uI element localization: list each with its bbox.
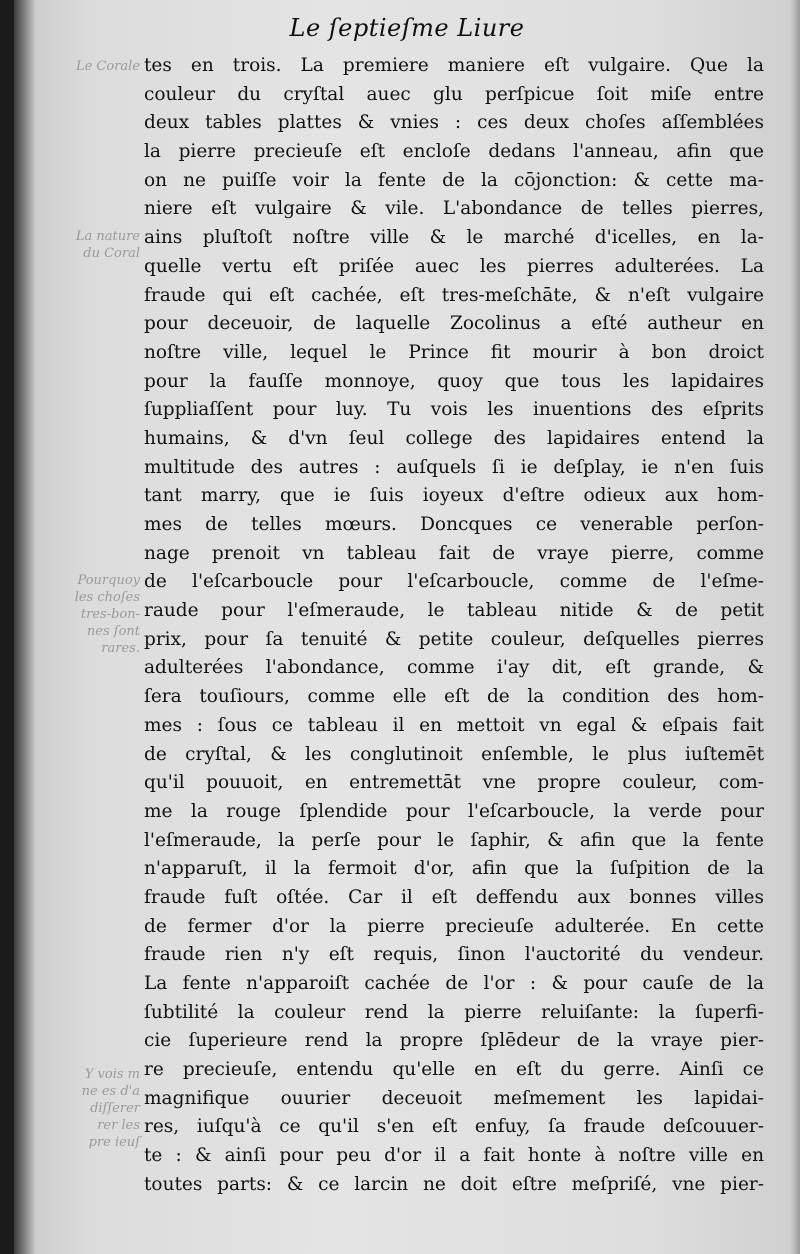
text-line: toutes parts: & ce larcin ne doit eſtre meſpriſé, vne pier- <box>144 1173 764 1195</box>
page-edge-shadow <box>790 0 800 1254</box>
show-through-line: La nature <box>75 229 140 244</box>
show-through-line: Y vois m <box>84 1067 140 1082</box>
text-line: cie ſuperieure rend la propre ſplēdeur de la vraye pier- <box>144 1030 764 1052</box>
show-through-line: Le Corale <box>75 59 140 74</box>
text-line: ſera touſiours, comme elle eſt de la condition des hom- <box>144 686 764 708</box>
show-through-line: Pourquoy <box>77 573 140 588</box>
show-through-marginal-note <box>30 572 140 657</box>
text-line: mes de telles mœurs. Doncques ce venerable perſon- <box>144 514 764 535</box>
show-through-line: nes ſont <box>86 624 140 639</box>
text-line: La fente n'apparoiſt cachée de l'or : & pour cauſe de la <box>144 973 764 994</box>
show-through-marginal-note <box>30 228 140 262</box>
text-line: quelle vertu eſt priſée auec les pierres adulterées. La <box>144 255 764 277</box>
text-line: adulterées l'abondance, comme i'ay dit, eſt grande, & <box>144 657 764 679</box>
text-line: pour la fauſſe monnoye, quoy que tous les lapidaires <box>144 370 764 392</box>
show-through-marginal-note <box>30 58 140 75</box>
text-line: qu'il pouuoit, en entremettāt vne propre couleur, com- <box>144 772 764 794</box>
show-through-line: rer les <box>97 1118 140 1133</box>
text-line: tant marry, que ie ſuis ioyeux d'eſtre odieux aux hom- <box>144 485 764 507</box>
text-line: de fermer d'or la pierre precieuſe adulterée. En cette <box>144 915 764 937</box>
text-line: l'eſmeraude, la perſe pour le ſaphir, & afin que la fente <box>144 829 764 851</box>
body-text <box>144 52 764 1200</box>
show-through-line: rares. <box>101 641 140 656</box>
text-line: noſtre ville, lequel le Prince fit mourir à bon droict <box>144 341 764 363</box>
show-through-line: diſſerer <box>90 1101 140 1116</box>
text-line: magnifique ouurier deceuoit meſmement les lapidai- <box>144 1087 764 1109</box>
show-through-marginal-note <box>30 1066 140 1151</box>
text-line: prix, pour ſa tenuité & petite couleur, deſquelles pierres <box>144 628 764 650</box>
text-line: ſuppliaſſent pour luy. Tu vois les inuentions des eſprits <box>144 399 764 421</box>
text-line: te : & ainſi pour peu d'or il a fait honte à noſtre ville en <box>144 1145 764 1167</box>
text-line: raude pour l'eſmeraude, le tableau nitide & de petit <box>144 600 764 622</box>
text-line: la pierre precieuſe eſt encloſe dedans l'anneau, afin que <box>144 141 764 163</box>
text-line: on ne puiſſe voir la fente de la cōjonction: & cette ma- <box>144 169 764 191</box>
text-line: nage prenoit vn tableau fait de vraye pierre, comme <box>144 542 764 564</box>
text-line: de l'eſcarboucle pour l'eſcarboucle, comme de l'eſme- <box>144 571 764 593</box>
text-line: deux tables plattes & vnies : ces deux choſes aſſemblées <box>144 112 764 134</box>
text-line: pour deceuoir, de laquelle Zocolinus a eſté autheur en <box>144 313 764 335</box>
show-through-line: tres-bon- <box>80 607 140 622</box>
show-through-line: pre ieuſ <box>88 1135 140 1150</box>
text-line: mes : ſous ce tableau il en mettoit vn egal & eſpais fait <box>144 714 764 736</box>
text-line: ſubtilité la couleur rend la pierre reluiſante: la ſuperfi- <box>144 1001 764 1023</box>
show-through-line: les choſes <box>74 590 140 605</box>
text-line: multitude des autres : auſquels ſi ie deſplay, ie n'en ſuis <box>144 456 764 478</box>
text-line: n'apparuſt, il la fermoit d'or, afin que la ſuſpition de la <box>144 858 764 880</box>
show-through-line: du Coral <box>83 246 140 261</box>
text-line: humains, & d'vn ſeul college des lapidaires entend la <box>144 427 764 449</box>
text-line: res, iuſqu'à ce qu'il s'en eſt enfuy, ſa fraude deſcouuer- <box>144 1116 764 1138</box>
running-head: Le ſeptieſme Liure <box>289 14 525 42</box>
show-through-line: ne es d'a <box>81 1084 140 1099</box>
text-line: fraude qui eſt cachée, eſt tres-meſchāte, & n'eſt vulgaire <box>144 284 764 306</box>
text-line: ains pluſtoſt noſtre ville & le marché d'icelles, en la- <box>144 227 764 249</box>
text-line: me la rouge ſplendide pour l'eſcarboucle, la verde pour <box>144 800 764 822</box>
text-line: fraude rien n'y eſt requis, ſinon l'auctorité du vendeur. <box>144 944 764 966</box>
text-line: fraude fuſt oſtée. Car il eſt deffendu aux bonnes villes <box>144 886 764 908</box>
text-line: tes en trois. La premiere maniere eſt vulgaire. Que la <box>144 55 764 76</box>
book-page <box>14 0 800 1254</box>
text-line: couleur du cryſtal auec glu perſpicue ſoit miſe entre <box>144 83 764 105</box>
text-line: re precieuſe, entendu qu'elle en eſt du gerre. Ainſi ce <box>144 1059 764 1081</box>
text-line: niere eſt vulgaire & vile. L'abondance de telles pierres, <box>144 198 764 220</box>
text-line: de cryſtal, & les conglutinoit enſemble, le plus iuſtemēt <box>144 743 764 765</box>
